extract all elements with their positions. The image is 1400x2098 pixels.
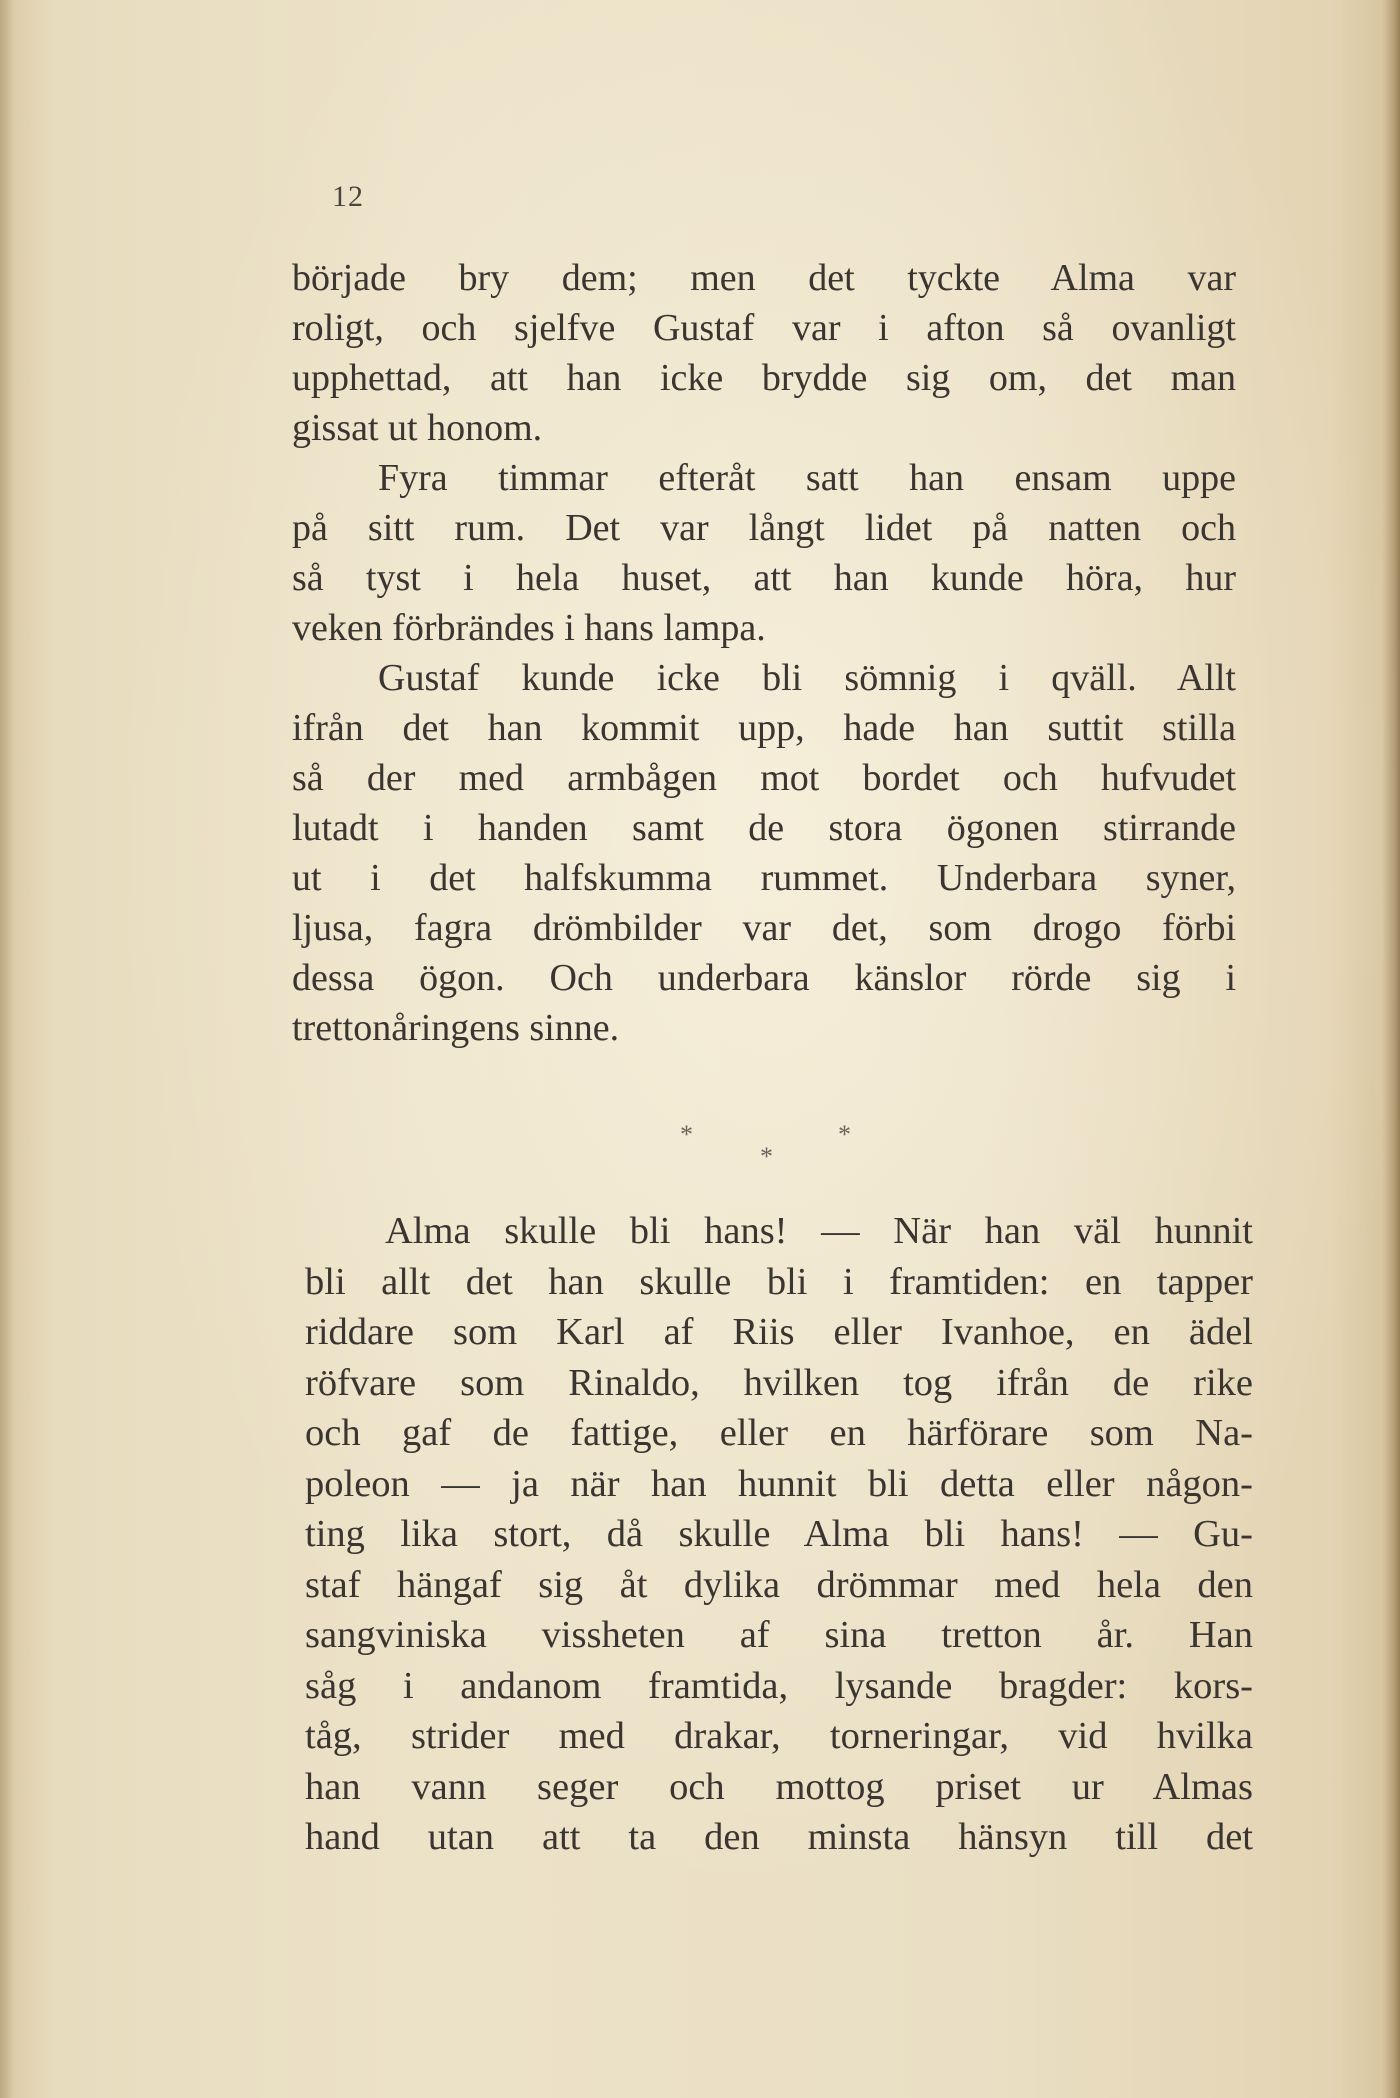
text-block-1	[292, 253, 1236, 1053]
text-line: riddare som Karl af Riis eller Ivanhoe, en ädel	[305, 1311, 1253, 1353]
text-line: och gaf de fattige, eller en härförare som Na-	[305, 1412, 1253, 1454]
text-line: ut i det halfskumma rummet. Underbara syner,	[292, 857, 1236, 899]
section-break-asterisk: *	[680, 1120, 693, 1149]
page-number: 12	[332, 180, 364, 213]
text-line: på sitt rum. Det var långt lidet på natten och	[292, 507, 1236, 549]
text-line: så tyst i hela huset, att han kunde höra, hur	[292, 557, 1236, 599]
text-line: upphettad, att han icke brydde sig om, det man	[292, 357, 1236, 399]
text-line: ting lika stort, då skulle Alma bli hans! — Gu-	[305, 1513, 1253, 1555]
text-line: tåg, strider med drakar, torneringar, vid hvilka	[305, 1715, 1253, 1757]
text-line: röfvare som Rinaldo, hvilken tog ifrån de rike	[305, 1361, 1253, 1404]
section-break-asterisk: *	[838, 1120, 851, 1149]
text-line: lutadt i handen samt de stora ögonen stirrande	[292, 807, 1236, 849]
text-line: gissat ut honom.	[292, 407, 543, 449]
text-block-2	[305, 1206, 1253, 1863]
text-line: såg i andanom framtida, lysande bragder: kors-	[305, 1664, 1253, 1707]
text-line: ifrån det han kommit upp, hade han suttit stilla	[292, 707, 1236, 749]
text-line: han vann seger och mottog priset ur Almas	[305, 1765, 1253, 1808]
text-line: ljusa, fagra drömbilder var det, som drogo förbi	[292, 907, 1236, 949]
text-line: började bry dem; men det tyckte Alma var	[292, 257, 1236, 299]
text-line: Gustaf kunde icke bli sömnig i qväll. Allt	[378, 657, 1236, 699]
section-break-asterisk: *	[760, 1142, 773, 1171]
text-line: poleon — ja när han hunnit bli detta eller någon-	[305, 1462, 1253, 1505]
text-line: staf hängaf sig åt dylika drömmar med hela den	[305, 1563, 1253, 1606]
text-line: så der med armbågen mot bordet och hufvudet	[292, 757, 1236, 799]
text-line: hand utan att ta den minsta hänsyn till det	[305, 1816, 1253, 1858]
text-line: Alma skulle bli hans! — När han väl hunnit	[385, 1210, 1253, 1252]
text-line: sangviniska vissheten af sina tretton år. Han	[305, 1614, 1253, 1656]
page-right-edge	[1382, 0, 1400, 2098]
page-left-edge	[0, 0, 14, 2098]
text-line: dessa ögon. Och underbara känslor rörde sig i	[292, 957, 1236, 999]
text-line: trettonåringens sinne.	[292, 1007, 620, 1049]
text-line: roligt, och sjelfve Gustaf var i afton så ovanligt	[292, 307, 1236, 349]
text-line: bli allt det han skulle bli i framtiden: en tapper	[305, 1260, 1253, 1303]
text-line: veken förbrändes i hans lampa.	[292, 607, 766, 649]
text-line: Fyra timmar efteråt satt han ensam uppe	[378, 457, 1236, 499]
